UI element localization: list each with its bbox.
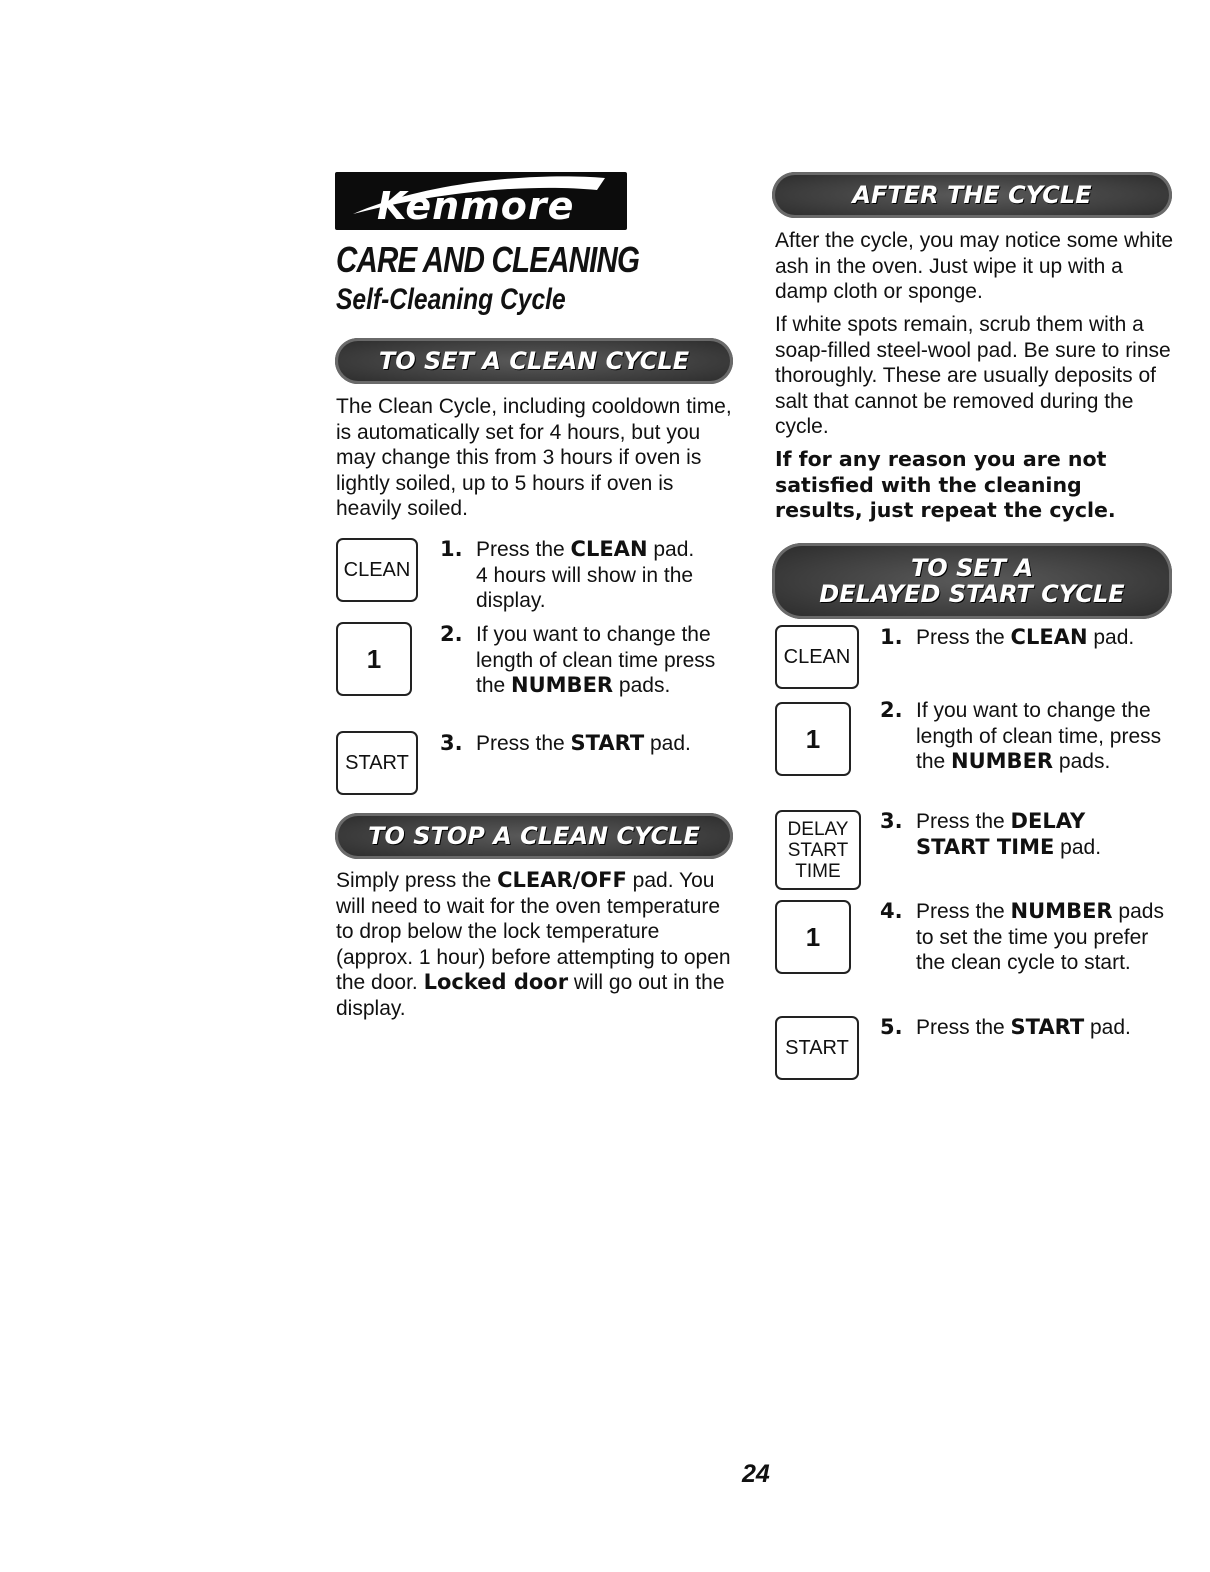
pad-label: 1 <box>366 643 382 674</box>
banner-after-the-cycle <box>772 172 1172 218</box>
step-number: 3. <box>880 809 903 833</box>
clean-pad-icon <box>775 625 859 689</box>
number-pad-icon <box>775 900 851 974</box>
step-text: Press the START pad. <box>476 731 691 755</box>
stop-cycle-text: Simply press the CLEAR/OFF pad. You will need to wait for the oven temperature to drop below the lock temperature (approx. 1 hour) before attempting to open the door. Locked door will go out in the display. <box>336 868 731 1020</box>
step-number: 1. <box>880 625 903 649</box>
after-cycle-para-2: If white spots remain, scrub them with a soap-filled steel-wool pad. Be sure to rinse thoroughly. These are usually deposits of salt that cannot be removed during the cycle. <box>775 313 1171 438</box>
banner-label: TO SET A CLEAN CYCLE <box>378 347 690 375</box>
banner-delayed-start-cycle <box>772 543 1172 619</box>
pad-label: 1 <box>805 723 821 754</box>
start-pad-icon <box>336 731 418 795</box>
step-number: 2. <box>440 622 463 646</box>
banner-label: AFTER THE CYCLE <box>852 181 1092 209</box>
step-number: 4. <box>880 899 903 923</box>
after-cycle-para-1: After the cycle, you may notice some white ash in the oven. Just wipe it up with a damp cloth or sponge. <box>775 229 1174 303</box>
step-number: 2. <box>880 698 903 722</box>
start-pad-icon <box>775 1016 859 1080</box>
step-text: If you want to change the length of clean time press the NUMBER pads. <box>476 623 716 697</box>
step-number: 1. <box>440 537 463 561</box>
banner-label: TO STOP A CLEAN CYCLE <box>368 822 700 850</box>
pad-label: CLEAN <box>343 558 411 581</box>
pad-label-line-2: START <box>787 839 849 861</box>
banner-set-clean-cycle <box>335 338 733 384</box>
step-text: Press the NUMBER pads to set the time you prefer the clean cycle to start. <box>916 899 1164 974</box>
repeat-cycle-note: If for any reason you are not satisfied with the cleaning results, just repeat the cycle. <box>775 447 1116 522</box>
kenmore-logo <box>335 172 627 230</box>
step-text: Press the DELAY START TIME pad. <box>916 809 1102 859</box>
pad-label: START <box>345 751 409 774</box>
pad-label-line-3: TIME <box>795 860 841 882</box>
step-number: 3. <box>440 731 463 755</box>
clean-pad-icon <box>336 538 418 602</box>
logo-text: Kenmore <box>377 184 575 228</box>
step-text: Press the CLEAN pad. <box>916 625 1135 649</box>
pad-label: 1 <box>805 921 821 952</box>
page-subtitle: Self-Cleaning Cycle <box>336 283 566 316</box>
step-text: Press the START pad. <box>916 1015 1131 1039</box>
step-number: 5. <box>880 1015 903 1039</box>
step-text: If you want to change the length of clean time, press the NUMBER pads. <box>916 699 1162 773</box>
number-pad-icon <box>775 702 851 776</box>
banner-label-line-2: DELAYED START CYCLE <box>819 580 1125 608</box>
pad-label: CLEAN <box>783 645 851 668</box>
page-number: 24 <box>742 1460 770 1488</box>
clean-cycle-intro: The Clean Cycle, including cooldown time, is automatically set for 4 hours, but you may change this from 3 hours if oven is lightly soiled, up to 5 hours if oven is heavily soiled. <box>336 395 732 520</box>
pad-label: START <box>785 1036 849 1059</box>
step-text: Press the CLEAN pad. 4 hours will show in the display. <box>476 537 695 612</box>
pad-label-line-1: DELAY <box>787 818 849 840</box>
delay-start-time-pad-icon <box>775 810 861 890</box>
page-title: CARE AND CLEANING <box>336 239 640 280</box>
banner-label-line-1: TO SET A <box>910 554 1034 582</box>
banner-stop-clean-cycle <box>335 813 733 859</box>
number-pad-icon <box>336 622 412 696</box>
